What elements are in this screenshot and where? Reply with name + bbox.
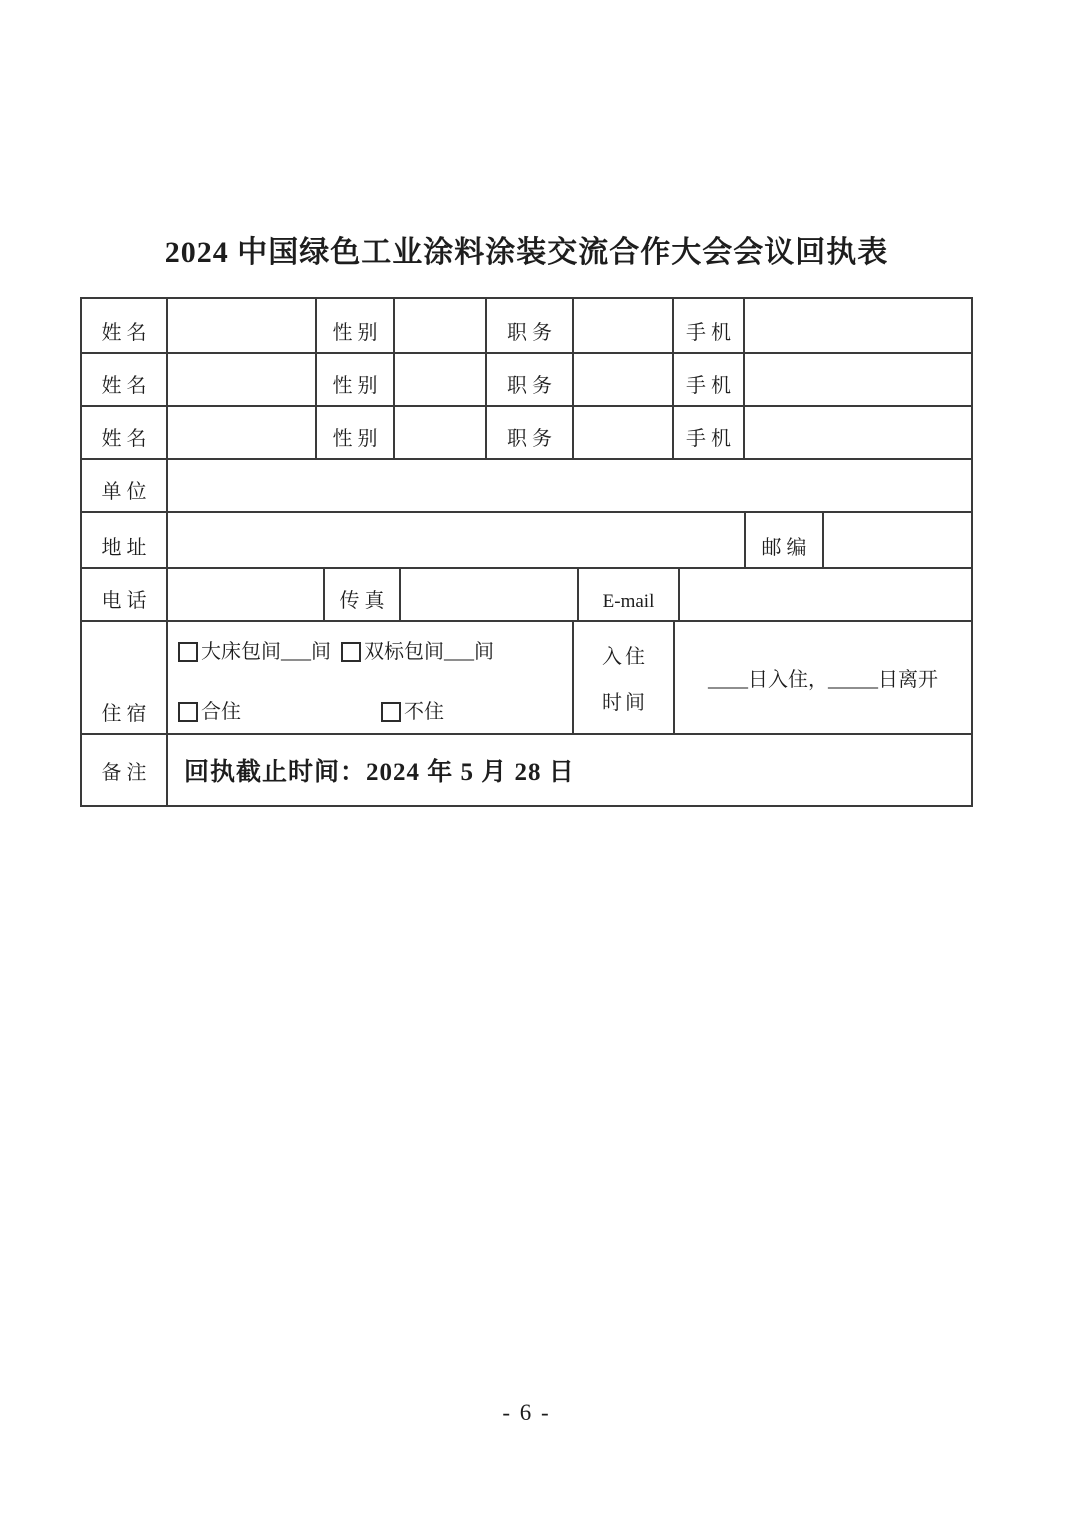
address-value-cell: [168, 513, 746, 567]
postcode-label-cell: [746, 513, 824, 567]
gender-label-cell: [317, 299, 395, 352]
gender-label: 性别: [332, 375, 383, 397]
option-king-room: [178, 635, 341, 664]
name-value-cell: [168, 354, 317, 405]
position-label: 职务: [507, 375, 557, 397]
gender-value-cell: [395, 354, 487, 405]
page-title: 2024 中国绿色工业涂料涂装交流合作大会会议回执表: [164, 236, 889, 269]
checkin-time-label-cell: [574, 622, 675, 733]
remarks-value: 回执截止时间：2024 年 5 月 28 日: [184, 759, 575, 786]
name-label: 姓名: [101, 322, 152, 344]
position-label: 职务: [507, 322, 557, 344]
mobile-label-cell: [674, 299, 745, 352]
fax-label: 传真: [339, 590, 390, 612]
position-label: 职务: [507, 428, 557, 450]
position-value-cell: [574, 407, 674, 458]
name-label-cell: [82, 407, 168, 458]
postcode-value-cell: [824, 513, 971, 567]
attendee-row-1: [82, 299, 971, 354]
gender-label-cell: [317, 407, 395, 458]
unit-row: [82, 460, 971, 513]
address-label: 地址: [101, 537, 152, 559]
contact-row: [82, 569, 971, 622]
mobile-value-cell: [745, 407, 971, 458]
attendee-row-3: [82, 407, 971, 460]
phone-value-cell: [168, 569, 325, 620]
phone-label: 电话: [101, 590, 152, 612]
fax-label-cell: [325, 569, 401, 620]
blank-line: ___: [444, 641, 474, 663]
attendee-row-2: [82, 354, 971, 407]
gender-label-cell: [317, 354, 395, 405]
option-twin-room: [341, 635, 494, 664]
checkbox-icon: [178, 642, 198, 662]
unit-value-cell: [168, 460, 971, 511]
checkin-value: ____日入住，_____日离开: [708, 669, 938, 691]
remarks-label-cell: [82, 735, 168, 805]
mobile-label: 手机: [686, 375, 736, 397]
option-no-stay: [381, 695, 444, 724]
gender-value-cell: [395, 299, 487, 352]
unit-label-cell: [82, 460, 168, 511]
name-label: 姓名: [101, 428, 152, 450]
address-row: [82, 513, 971, 569]
checkin-label-line1: 入住: [602, 646, 648, 669]
fax-value-cell: [401, 569, 579, 620]
checkbox-icon: [178, 702, 198, 722]
option-label: 不住: [404, 701, 444, 723]
position-label-cell: [487, 407, 574, 458]
option-label: 双标包间: [364, 641, 444, 663]
position-value-cell: [574, 299, 674, 352]
checkbox-icon: [341, 642, 361, 662]
name-label-cell: [82, 354, 168, 405]
accommodation-row: [82, 622, 971, 735]
phone-label-cell: [82, 569, 168, 620]
name-value-cell: [168, 407, 317, 458]
gender-label: 性别: [332, 428, 383, 450]
option-line-1: [178, 635, 564, 664]
email-label-cell: [579, 569, 680, 620]
position-label-cell: [487, 354, 574, 405]
position-value-cell: [574, 354, 674, 405]
page-number: - 6 -: [502, 1400, 551, 1425]
accommodation-label-cell: [82, 622, 168, 733]
option-label: 合住: [201, 701, 241, 723]
mobile-label-cell: [674, 407, 745, 458]
option-line-2: [178, 695, 564, 724]
accommodation-label: 住宿: [101, 703, 152, 725]
gender-value-cell: [395, 407, 487, 458]
mobile-label: 手机: [686, 322, 736, 344]
option-suffix: 间: [474, 641, 494, 663]
remarks-row: [82, 735, 971, 805]
mobile-label: 手机: [686, 428, 736, 450]
option-label: 大床包间: [201, 641, 281, 663]
name-label-cell: [82, 299, 168, 352]
unit-label: 单位: [101, 481, 152, 503]
mobile-value-cell: [745, 299, 971, 352]
name-label: 姓名: [101, 375, 152, 397]
name-value-cell: [168, 299, 317, 352]
mobile-value-cell: [745, 354, 971, 405]
address-label-cell: [82, 513, 168, 567]
remarks-label: 备注: [101, 761, 152, 784]
checkin-label-line2: 时间: [602, 691, 648, 714]
gender-label: 性别: [332, 322, 383, 344]
reply-form-table: [80, 297, 973, 807]
option-share-room: [178, 695, 381, 724]
postcode-label: 邮编: [761, 537, 812, 559]
option-suffix: 间: [311, 641, 331, 663]
position-label-cell: [487, 299, 574, 352]
checkin-value-cell: [675, 622, 971, 733]
blank-line: ___: [281, 641, 311, 663]
checkbox-icon: [381, 702, 401, 722]
remarks-value-cell: [168, 735, 971, 805]
mobile-label-cell: [674, 354, 745, 405]
accommodation-options-cell: [168, 622, 574, 733]
email-value-cell: [680, 569, 971, 620]
email-label: E-mail: [602, 591, 655, 612]
